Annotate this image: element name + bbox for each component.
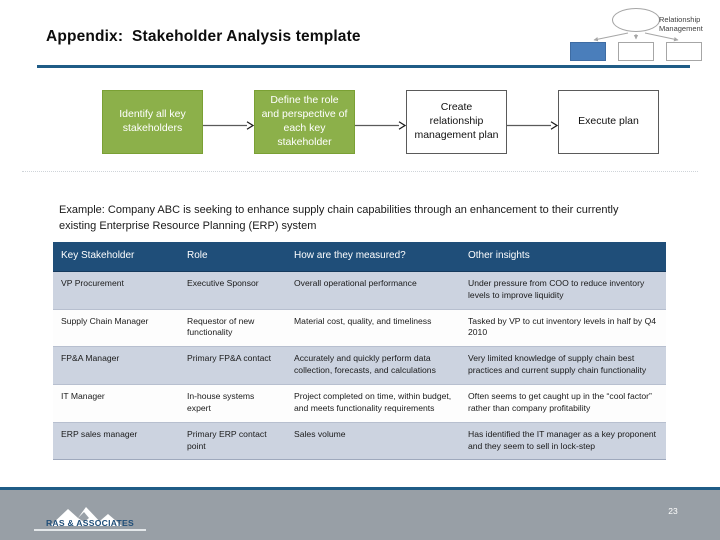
cell-measured: Project completed on time, within budget, and meets functionality requirements [286, 384, 460, 422]
page-title: Appendix: Stakeholder Analysis template [46, 28, 361, 45]
cell-role: Executive Sponsor [179, 271, 286, 309]
flow-step-4: Execute plan [558, 90, 659, 154]
flow-arrow-1-icon [203, 121, 254, 130]
cell-role: Primary ERP contact point [179, 422, 286, 460]
cell-measured: Sales volume [286, 422, 460, 460]
cell-stakeholder: Supply Chain Manager [53, 309, 179, 347]
table-row [53, 271, 666, 309]
diagram-label-line2: Management [659, 24, 703, 34]
column-header-key-stakeholder: Key Stakeholder [53, 242, 179, 271]
process-flow [0, 0, 720, 170]
cell-measured: Material cost, quality, and timeliness [286, 309, 460, 347]
cell-insights: Tasked by VP to cut inventory levels in half by Q4 2010 [460, 309, 666, 347]
table-row [53, 422, 666, 460]
flow-step-1: Identify all key stakeholders [102, 90, 203, 154]
table-row [53, 309, 666, 347]
cell-insights: Has identified the IT manager as a key proponent and they seem to sell in lock-step [460, 422, 666, 460]
cell-insights: Often seems to get caught up in the “cool factor” rather than company profitability [460, 384, 666, 422]
section-divider [22, 171, 698, 172]
column-header-other-insights: Other insights [460, 242, 666, 271]
diagram-label-line1: Relationship [659, 15, 701, 24]
cell-stakeholder: FP&A Manager [53, 347, 179, 385]
cell-insights: Very limited knowledge of supply chain best practices and current supply chain functionality [460, 347, 666, 385]
column-header-role: Role [179, 242, 286, 271]
logo-text: RAS & ASSOCIATES [45, 518, 135, 528]
cell-insights: Under pressure from COO to reduce inventory levels to improve liquidity [460, 271, 666, 309]
cell-stakeholder: IT Manager [53, 384, 179, 422]
stakeholder-analysis-table [53, 242, 666, 460]
cell-stakeholder: VP Procurement [53, 271, 179, 309]
cell-role: Requestor of new functionality [179, 309, 286, 347]
page-number: 23 [668, 506, 678, 516]
example-paragraph: Example: Company ABC is seeking to enhance supply chain capabilities through an enhancement to their currently existing Enterprise Resource Planning (ERP) system [59, 204, 619, 232]
cell-stakeholder: ERP sales manager [53, 422, 179, 460]
column-header-measured: How are they measured? [286, 242, 460, 271]
table-row [53, 347, 666, 385]
cell-measured: Overall operational performance [286, 271, 460, 309]
cell-role: Primary FP&A contact [179, 347, 286, 385]
table-header-row [53, 242, 666, 271]
flow-arrow-2-icon [355, 121, 406, 130]
flow-arrow-3-icon [507, 121, 558, 130]
table-row [53, 384, 666, 422]
flow-step-2: Define the role and perspective of each key stakeholder [254, 90, 355, 154]
cell-role: In-house systems expert [179, 384, 286, 422]
logo-underline [34, 529, 146, 531]
cell-measured: Accurately and quickly perform data collection, forecasts, and calculations [286, 347, 460, 385]
flow-step-3: Create relationship management plan [406, 90, 507, 154]
